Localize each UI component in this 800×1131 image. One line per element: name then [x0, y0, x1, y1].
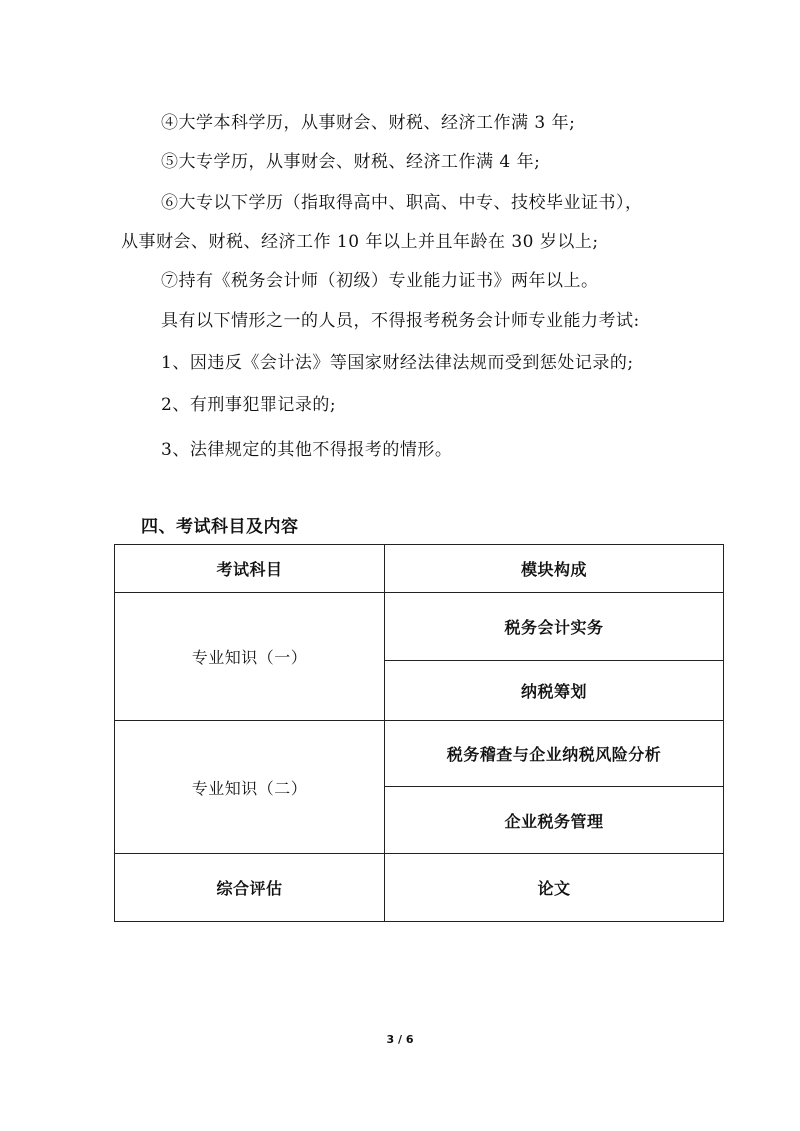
paragraph-item-6: ⑥大专以下学历（指取得高中、职高、中专、技校毕业证书）， — [161, 193, 643, 213]
module-cell: 税务会计实务 — [385, 593, 724, 661]
table-row — [115, 854, 724, 922]
section-heading: 四、考试科目及内容 — [141, 517, 299, 537]
table-header-row — [115, 545, 724, 593]
table-row — [115, 593, 724, 661]
exclusion-item-2: 2、有刑事犯罪记录的; — [161, 395, 337, 415]
subject-cell: 综合评估 — [115, 854, 385, 922]
exclusion-item-1: 1、因违反《会计法》等国家财经法律法规而受到惩处记录的; — [161, 353, 634, 373]
module-cell: 企业税务管理 — [385, 787, 724, 854]
exclusion-intro: 具有以下情形之一的人员，不得报考税务会计师专业能力考试: — [161, 311, 640, 331]
subject-cell: 专业知识（二） — [115, 721, 385, 854]
table-header-modules: 模块构成 — [385, 545, 724, 593]
table-row — [115, 721, 724, 787]
subject-cell: 专业知识（一） — [115, 593, 385, 721]
paragraph-item-6-continued: 从事财会、财税、经济工作 10 年以上并且年龄在 30 岁以上; — [121, 232, 599, 252]
paragraph-item-4: ④大学本科学历，从事财会、财税、经济工作满 3 年; — [161, 113, 576, 133]
exclusion-item-3: 3、法律规定的其他不得报考的情形。 — [161, 440, 453, 460]
paragraph-item-7: ⑦持有《税务会计师（初级）专业能力证书》两年以上。 — [161, 271, 599, 291]
module-cell: 税务稽查与企业纳税风险分析 — [385, 721, 724, 787]
module-cell: 论文 — [385, 854, 724, 922]
exam-subjects-table — [114, 544, 724, 922]
paragraph-item-5: ⑤大专学历，从事财会、财税、经济工作满 4 年; — [161, 152, 541, 172]
module-cell: 纳税筹划 — [385, 661, 724, 721]
page-number: 3 / 6 — [386, 1033, 414, 1046]
table-header-subject: 考试科目 — [115, 545, 385, 593]
